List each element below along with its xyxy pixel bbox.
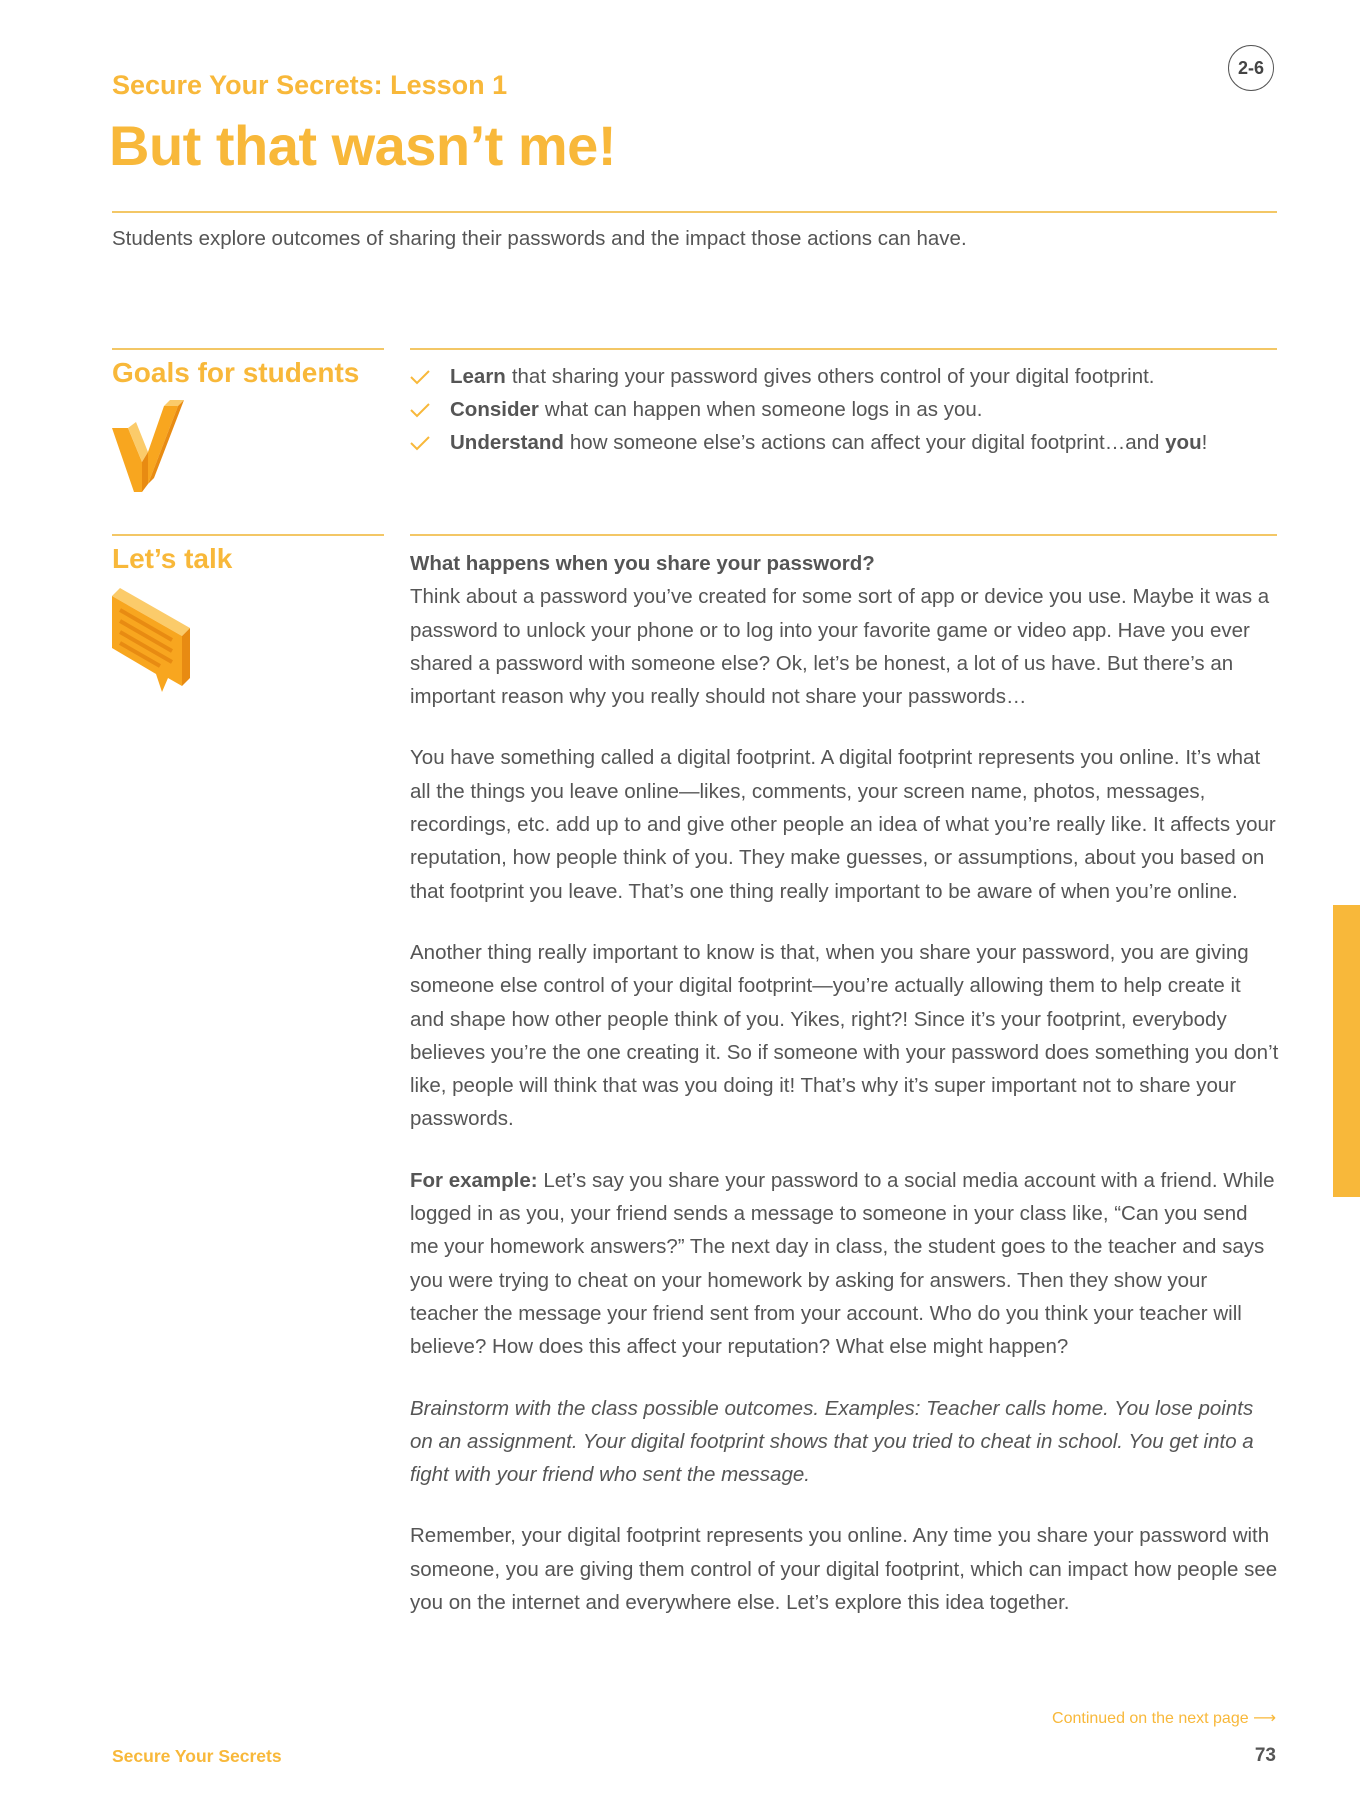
goals-heading-divider — [112, 348, 384, 350]
talk-paragraph-6: Remember, your digital footprint represents you online. Any time you share your password with someone, you are giving them control of your digital footprint, which can impact how people see you on the internet and everywhere else. Let’s explore this idea together. — [410, 1524, 1278, 1615]
check-icon — [410, 435, 430, 451]
goal-verb: Consider — [450, 397, 539, 421]
goal-item — [410, 360, 1280, 393]
goal-text: that sharing your password gives others control of your digital footprint. — [511, 364, 1155, 388]
goal-text: how someone else’s actions can affect your digital footprint…and — [569, 430, 1166, 454]
side-tab-marker — [1333, 905, 1360, 1197]
goal-verb: Learn — [450, 364, 506, 388]
talk-paragraph-1: Think about a password you’ve created for some sort of app or device you use. Maybe it was a password to unlock your phone or to log into your favorite game or video app. Have you ever shared a password with someone else? Ok, let’s be honest, a lot of us have. But there’s an important reason why you really should not share your passwords… — [410, 585, 1270, 709]
goal-tail: ! — [1201, 430, 1208, 454]
talk-paragraph-3: Another thing really important to know is that, when you share your password, you are giving someone else control of your digital footprint—you’re actually allowing them to help create it and shape how other people think of you. Yikes, right?! Since it’s your footprint, everybody believes you’re the one creating it. So if someone with your password does something you don’t like, people will think that was you doing it! That’s why it’s super important not to share your passwords. — [410, 940, 1279, 1131]
talk-paragraph-5: Brainstorm with the class possible outcomes. Examples: Teacher calls home. You lose points on an assignment. Your digital footprint shows that you tried to cheat in school. You get into a fight with your friend who sent the message. — [410, 1396, 1254, 1487]
talk-paragraph-4 — [410, 1164, 1280, 1364]
page-number: 73 — [1254, 1745, 1276, 1766]
example-text: Let’s say you share your password to a social media account with a friend. While logged in as you, your friend sends a message to someone in your class like, “Can you send me your homework answers?” The next day in class, the student goes to the teacher and says you were trying to cheat on your homework by asking for answers. Then they show your teacher the message your friend sent from your account. Who do you think your teacher will believe? How does this affect your reputation? What else might happen? — [410, 1168, 1275, 1359]
talk-question: What happens when you share your password? — [410, 552, 875, 575]
talk-heading: Let’s talk — [112, 543, 233, 574]
goal-item — [410, 393, 1280, 426]
page-title: But that wasn’t me! — [109, 114, 616, 177]
title-divider — [112, 211, 1277, 213]
goal-item — [410, 426, 1280, 459]
goal-verb: Understand — [450, 430, 564, 454]
lesson-intro: Students explore outcomes of sharing their passwords and the impact those actions can have. — [112, 227, 967, 250]
check-icon — [410, 369, 430, 385]
goal-emphasis: you — [1165, 430, 1202, 454]
goal-text: what can happen when someone logs in as you. — [544, 397, 983, 421]
continued-link[interactable]: Continued on the next page ⟶ — [1052, 1710, 1276, 1727]
goals-content-divider — [410, 348, 1277, 350]
talk-content — [410, 547, 1280, 1647]
talk-content-divider — [410, 534, 1277, 536]
talk-paragraph-2: You have something called a digital footprint. A digital footprint represents you online. It’s what all the things you leave online—likes, comments, your screen name, photos, messages, recordings, etc. add up to and give other people an idea of what you’re really like. It affects your reputation, how people think of you. They make guesses, or assumptions, about you based on that footprint you leave. That’s one thing really important to be aware of when you’re online. — [410, 746, 1276, 903]
example-label: For example: — [410, 1168, 538, 1192]
talk-heading-divider — [112, 534, 384, 536]
goals-heading: Goals for students — [112, 357, 360, 388]
lesson-label: Secure Your Secrets: Lesson 1 — [112, 70, 508, 100]
goals-list — [410, 360, 1280, 459]
checkmark-icon — [112, 400, 188, 497]
check-icon — [410, 402, 430, 418]
grade-badge: 2-6 — [1228, 45, 1274, 91]
footer-section-name: Secure Your Secrets — [112, 1746, 282, 1766]
speech-bubble-icon — [112, 588, 192, 698]
